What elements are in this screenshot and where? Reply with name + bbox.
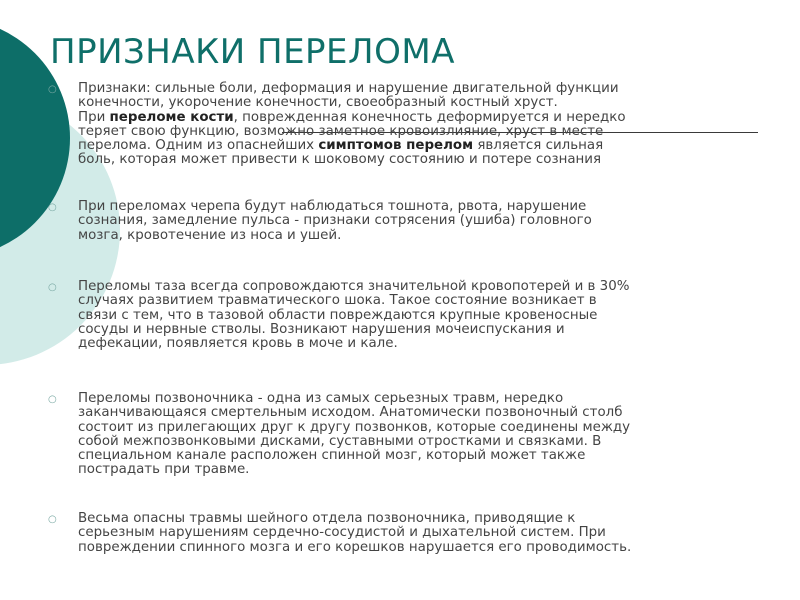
text-line: мозга, кровотечение из носа и ушей. xyxy=(78,227,342,243)
text-line: конечности, укорочение конечности, своеобразный костный хруст. xyxy=(78,95,558,111)
text-line: заканчивающаяся смертельным исходом. Анатомически позвоночный столб xyxy=(78,405,623,421)
text-line: собой межпозвонковыми дисками, суставными отростками и связками. В xyxy=(78,433,602,449)
text-line: дефекации, появляется кровь в моче и кале. xyxy=(78,336,398,352)
text-line: пострадать при травме. xyxy=(78,462,250,478)
bullet-text xyxy=(78,280,768,351)
text-line: состоит из прилегающих друг к другу позвонков, которые соединены между xyxy=(78,419,631,435)
bullet-marker-icon: ○ xyxy=(48,514,57,525)
bullet-marker-icon: ○ xyxy=(48,394,57,405)
bullet-text xyxy=(78,392,768,478)
text-line: повреждении спинного мозга и его корешков нарушается его проводимость. xyxy=(78,539,632,555)
bullet-marker-icon: ○ xyxy=(48,282,57,293)
text-fragment: , поврежденная конечность деформируется и нередко xyxy=(233,109,626,125)
text-line: Переломы позвоночника - одна из самых серьезных травм, нередко xyxy=(78,391,564,406)
text-fragment: является сильная xyxy=(473,138,604,154)
bullet-text xyxy=(78,82,768,168)
text-line: специальном канале расположен спинной мозг, который может также xyxy=(78,448,586,464)
bullet-marker-icon: ○ xyxy=(48,84,57,95)
text-line: серьезным нарушениям сердечно-сосудистой и дыхательной систем. При xyxy=(78,525,606,541)
bold-term: симптомов перелом xyxy=(318,138,474,154)
text-line: сознания, замедление пульса - признаки сотрясения (ушиба) головного xyxy=(78,213,592,229)
text-line: сосуды и нервные стволы. Возникают нарушения мочеиспускания и xyxy=(78,321,565,337)
text-line: При переломах черепа будут наблюдаться тошнота, рвота, нарушение xyxy=(78,199,587,214)
text-line: Переломы таза всегда сопровождаются значительной кровопотерей и в 30% xyxy=(78,279,630,294)
text-fragment: При xyxy=(78,109,110,125)
text-line: теряет свою функцию, возможно заметное кровоизлияние, хруст в месте xyxy=(78,123,604,139)
text-line xyxy=(78,111,768,125)
bullet-text xyxy=(78,200,768,243)
text-fragment: перелома. Одним из опаснейших xyxy=(78,138,319,154)
text-line: Весьма опасны травмы шейного отдела позвоночника, приводящие к xyxy=(78,511,576,526)
bold-term: переломе кости xyxy=(109,109,234,125)
slide-title: ПРИЗНАКИ ПЕРЕЛОМА xyxy=(50,32,455,72)
text-line: Признаки: сильные боли, деформация и нарушение двигательной функции xyxy=(78,81,619,96)
bullet-marker-icon: ○ xyxy=(48,202,57,213)
bullet-text xyxy=(78,512,768,555)
text-line: связи с тем, что в тазовой области повреждаются крупные кровеносные xyxy=(78,307,598,323)
text-line: боль, которая может привести к шоковому состоянию и потере сознания xyxy=(78,152,602,168)
text-line: случаях развитием травматического шока. Такое состояние возникает в xyxy=(78,293,597,309)
